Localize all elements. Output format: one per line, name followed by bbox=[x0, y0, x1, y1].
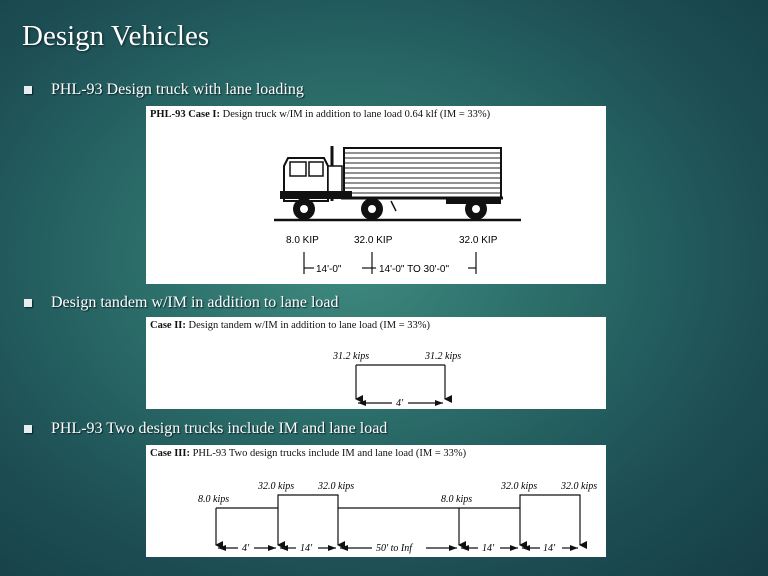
case2-panel bbox=[146, 317, 606, 409]
case3-load-4: 8.0 kips bbox=[441, 494, 473, 505]
case2-spacing: 4' bbox=[396, 398, 404, 409]
case3-spacing-2: 14' bbox=[300, 543, 313, 554]
bullet-3-text: PHL-93 Two design trucks include IM and lane load bbox=[51, 420, 388, 437]
case1-load-1: 8.0 KIP bbox=[286, 235, 319, 246]
case3-caption-text: PHL-93 Two design trucks include IM and lane load (IM = 33%) bbox=[189, 448, 467, 459]
truck-icon bbox=[274, 146, 521, 220]
case1-load-2: 32.0 KIP bbox=[354, 235, 393, 246]
bullet-square-icon bbox=[24, 425, 32, 433]
case1-label: PHL-93 Case I: bbox=[150, 109, 220, 120]
case3-load-6: 32.0 kips bbox=[561, 481, 598, 492]
case3-spacing-3: 50' to Inf bbox=[376, 543, 413, 554]
case3-spacing-1: 4' bbox=[242, 543, 250, 554]
truck-diagram bbox=[146, 106, 606, 284]
case1-panel bbox=[146, 106, 606, 284]
case1-caption-text: Design truck w/IM in addition to lane load 0.64 klf (IM = 33%) bbox=[220, 109, 491, 120]
bullet-2-text: Design tandem w/IM in addition to lane load bbox=[51, 294, 339, 311]
two-trucks-diagram bbox=[146, 445, 606, 557]
case3-load-2: 32.0 kips bbox=[258, 481, 295, 492]
case3-load-5: 32.0 kips bbox=[501, 481, 538, 492]
case1-spacing-2: 14'-0" TO 30'-0" bbox=[379, 264, 450, 275]
case3-load-1: 8.0 kips bbox=[198, 494, 230, 505]
bullet-1 bbox=[24, 81, 304, 99]
case3-panel bbox=[146, 445, 606, 557]
case1-load-3: 32.0 KIP bbox=[459, 235, 498, 246]
case3-spacing-5: 14' bbox=[543, 543, 556, 554]
case2-load-2: 31.2 kips bbox=[425, 351, 462, 362]
case1-spacing-1: 14'-0" bbox=[316, 264, 342, 275]
bullet-3 bbox=[24, 420, 387, 438]
slide-title: Design Vehicles bbox=[22, 20, 210, 52]
bullet-1-text: PHL-93 Design truck with lane loading bbox=[51, 81, 304, 98]
two-trucks-beam bbox=[216, 495, 580, 508]
case3-label: Case III: bbox=[150, 448, 190, 459]
case3-spacing-4: 14' bbox=[482, 543, 495, 554]
case2-load-1: 31.2 kips bbox=[333, 351, 370, 362]
case2-caption-text: Design tandem w/IM in addition to lane load (IM = 33%) bbox=[185, 320, 431, 331]
bullet-square-icon bbox=[24, 86, 32, 94]
case3-load-3: 32.0 kips bbox=[318, 481, 355, 492]
tandem-diagram bbox=[146, 317, 606, 409]
bullet-2 bbox=[24, 294, 339, 312]
case2-label: Case II: bbox=[150, 320, 186, 331]
bullet-square-icon bbox=[24, 299, 32, 307]
